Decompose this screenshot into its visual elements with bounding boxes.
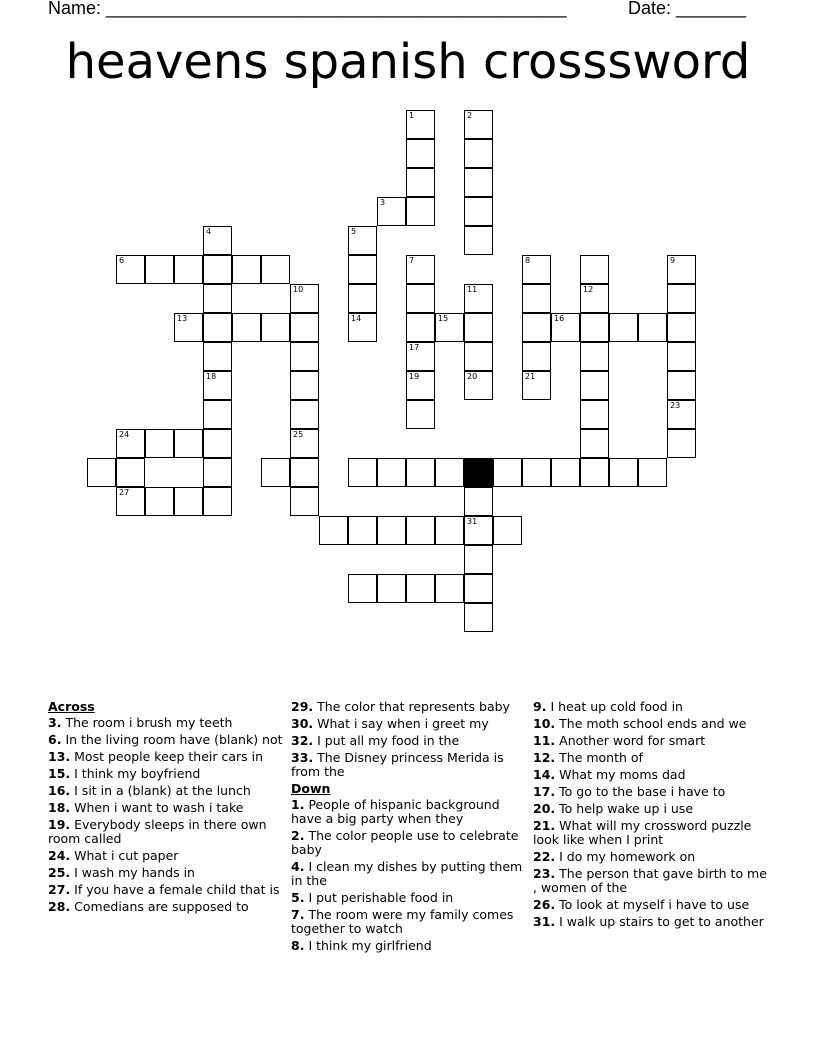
- clue-number: 26.: [533, 897, 556, 912]
- clue-number: 8.: [291, 938, 305, 953]
- grid-cell[interactable]: [348, 313, 377, 342]
- grid-cell[interactable]: [203, 371, 232, 400]
- clue-number: 2.: [291, 828, 305, 843]
- clue-item: [48, 733, 283, 747]
- cell-number: 6: [119, 256, 125, 265]
- grid-cell[interactable]: [522, 313, 551, 342]
- grid-cell[interactable]: [667, 371, 696, 400]
- grid-cell[interactable]: [348, 574, 377, 603]
- grid-cell[interactable]: [203, 487, 232, 516]
- grid-cell[interactable]: [116, 429, 145, 458]
- clue-item: [533, 898, 768, 912]
- cell-number: 1: [409, 111, 415, 120]
- clue-item: [533, 734, 768, 748]
- grid-cell[interactable]: [116, 487, 145, 516]
- grid-cell[interactable]: [232, 313, 261, 342]
- grid-cell[interactable]: [174, 255, 203, 284]
- grid-cell[interactable]: [290, 284, 319, 313]
- across-heading: Across: [48, 699, 95, 714]
- clue-text: What i say when i greet my: [317, 716, 489, 731]
- cell-number: 11: [467, 285, 478, 294]
- grid-cell[interactable]: [464, 168, 493, 197]
- grid-cell[interactable]: [638, 313, 667, 342]
- grid-cell[interactable]: [406, 110, 435, 139]
- grid-cell[interactable]: [580, 313, 609, 342]
- grid-cell[interactable]: [493, 458, 522, 487]
- grid-cell[interactable]: [667, 342, 696, 371]
- grid-cell[interactable]: [464, 226, 493, 255]
- grid-cell[interactable]: [377, 458, 406, 487]
- grid-cell[interactable]: [406, 516, 435, 545]
- down-heading: Down: [291, 781, 331, 796]
- clue-text: When i want to wash i take: [74, 800, 244, 815]
- grid-cell[interactable]: [580, 371, 609, 400]
- grid-cell[interactable]: [145, 255, 174, 284]
- cell-number: 5: [351, 227, 357, 236]
- grid-cell[interactable]: [203, 458, 232, 487]
- cell-number: 23: [670, 401, 681, 410]
- clue-number: 29.: [291, 699, 314, 714]
- grid-cell[interactable]: [406, 139, 435, 168]
- grid-cell[interactable]: [406, 255, 435, 284]
- clue-item: [533, 700, 768, 714]
- grid-cell[interactable]: [406, 313, 435, 342]
- clue-item: [48, 784, 283, 798]
- clue-text: I put perishable food in: [308, 890, 454, 905]
- grid-cell[interactable]: [203, 226, 232, 255]
- clue-text: In the living room have (blank) not: [65, 732, 283, 747]
- cell-number: 10: [293, 285, 304, 294]
- grid-cell[interactable]: [522, 458, 551, 487]
- grid-cell[interactable]: [464, 342, 493, 371]
- grid-cell[interactable]: [609, 313, 638, 342]
- cell-number: 16: [554, 314, 565, 323]
- grid-cell[interactable]: [348, 255, 377, 284]
- clue-item: [533, 802, 768, 816]
- clue-text: People of hispanic background have a big party when they: [291, 797, 500, 826]
- grid-cell[interactable]: [406, 342, 435, 371]
- clue-text: To look at myself i have to use: [559, 897, 750, 912]
- grid-cell[interactable]: [551, 313, 580, 342]
- grid-cell[interactable]: [406, 284, 435, 313]
- grid-cell[interactable]: [203, 284, 232, 313]
- cell-number: 9: [670, 256, 676, 265]
- grid-block: [464, 458, 493, 487]
- grid-cell[interactable]: [609, 458, 638, 487]
- clue-item: [48, 750, 283, 764]
- grid-cell[interactable]: [406, 458, 435, 487]
- grid-cell[interactable]: [348, 516, 377, 545]
- clue-text: I put all my food in the: [317, 733, 460, 748]
- clue-number: 11.: [533, 733, 556, 748]
- clue-item: [291, 908, 526, 936]
- grid-cell[interactable]: [145, 429, 174, 458]
- grid-cell[interactable]: [348, 226, 377, 255]
- grid-cell[interactable]: [580, 400, 609, 429]
- clue-number: 25.: [48, 865, 71, 880]
- grid-cell[interactable]: [464, 371, 493, 400]
- grid-cell[interactable]: [522, 342, 551, 371]
- clue-number: 10.: [533, 716, 556, 731]
- clue-item: [291, 700, 526, 714]
- clue-text: Most people keep their cars in: [74, 749, 264, 764]
- clue-item: [291, 798, 526, 826]
- clue-number: 1.: [291, 797, 305, 812]
- grid-cell[interactable]: [203, 429, 232, 458]
- clue-item: [48, 866, 283, 880]
- clue-text: To go to the base i have to: [559, 784, 726, 799]
- grid-cell[interactable]: [203, 255, 232, 284]
- cell-number: 20: [467, 372, 478, 381]
- grid-cell[interactable]: [203, 313, 232, 342]
- cell-number: 12: [583, 285, 594, 294]
- clue-number: 20.: [533, 801, 556, 816]
- clue-number: 4.: [291, 859, 305, 874]
- grid-cell[interactable]: [464, 197, 493, 226]
- grid-cell[interactable]: [203, 342, 232, 371]
- cell-number: 31: [467, 517, 478, 526]
- clue-text: The moth school ends and we: [559, 716, 747, 731]
- cell-number: 24: [119, 430, 130, 439]
- clue-text: The month of: [559, 750, 643, 765]
- clue-text: I wash my hands in: [74, 865, 195, 880]
- grid-cell[interactable]: [464, 603, 493, 632]
- clues-column-3: [533, 700, 768, 932]
- grid-cell[interactable]: [580, 255, 609, 284]
- clue-number: 32.: [291, 733, 314, 748]
- grid-cell[interactable]: [551, 458, 580, 487]
- clue-number: 24.: [48, 848, 71, 863]
- cell-number: 2: [467, 111, 473, 120]
- grid-cell[interactable]: [464, 313, 493, 342]
- grid-cell[interactable]: [377, 574, 406, 603]
- clue-item: [291, 829, 526, 857]
- cell-number: 13: [177, 314, 188, 323]
- clue-number: 3.: [48, 715, 62, 730]
- grid-cell[interactable]: [464, 284, 493, 313]
- grid-cell[interactable]: [667, 255, 696, 284]
- grid-cell[interactable]: [87, 458, 116, 487]
- grid-cell[interactable]: [290, 458, 319, 487]
- clue-item: [291, 860, 526, 888]
- grid-cell[interactable]: [290, 371, 319, 400]
- grid-cell[interactable]: [406, 197, 435, 226]
- grid-cell[interactable]: [464, 110, 493, 139]
- clue-item: [291, 717, 526, 731]
- clue-text: I heat up cold food in: [550, 699, 683, 714]
- clue-number: 14.: [533, 767, 556, 782]
- grid-cell[interactable]: [580, 429, 609, 458]
- grid-cell[interactable]: [464, 487, 493, 516]
- grid-cell[interactable]: [174, 429, 203, 458]
- clue-text: To help wake up i use: [559, 801, 694, 816]
- clue-text: I think my boyfriend: [74, 766, 201, 781]
- clue-number: 23.: [533, 866, 556, 881]
- clue-number: 22.: [533, 849, 556, 864]
- grid-cell[interactable]: [290, 342, 319, 371]
- grid-cell[interactable]: [290, 487, 319, 516]
- clue-number: 31.: [533, 914, 556, 929]
- clue-text: The room i brush my teeth: [65, 715, 233, 730]
- grid-cell[interactable]: [464, 139, 493, 168]
- grid-cell[interactable]: [174, 487, 203, 516]
- clue-text: I clean my dishes by putting them in the: [291, 859, 523, 888]
- grid-cell[interactable]: [580, 458, 609, 487]
- clue-number: 33.: [291, 750, 314, 765]
- grid-cell[interactable]: [435, 458, 464, 487]
- grid-cell[interactable]: [377, 516, 406, 545]
- clue-text: The person that gave birth to me , women of the: [533, 866, 767, 895]
- grid-cell[interactable]: [145, 487, 174, 516]
- clue-text: Comedians are supposed to: [74, 899, 249, 914]
- clue-number: 19.: [48, 817, 71, 832]
- clue-number: 17.: [533, 784, 556, 799]
- clue-text: I think my girlfriend: [308, 938, 432, 953]
- clue-text: I walk up stairs to get to another: [559, 914, 764, 929]
- clue-number: 13.: [48, 749, 71, 764]
- clue-text: What will my crossword puzzle look like when I print: [533, 818, 752, 847]
- grid-cell[interactable]: [116, 458, 145, 487]
- clue-text: If you have a female child that is: [74, 882, 280, 897]
- cell-number: 15: [438, 314, 449, 323]
- grid-cell[interactable]: [667, 284, 696, 313]
- clue-item: [291, 891, 526, 905]
- grid-cell[interactable]: [435, 313, 464, 342]
- grid-cell[interactable]: [493, 516, 522, 545]
- clue-item: [533, 867, 768, 895]
- grid-cell[interactable]: [667, 400, 696, 429]
- grid-cell[interactable]: [522, 255, 551, 284]
- cell-number: 7: [409, 256, 415, 265]
- grid-cell[interactable]: [435, 516, 464, 545]
- grid-cell[interactable]: [406, 400, 435, 429]
- grid-cell[interactable]: [464, 545, 493, 574]
- clue-number: 28.: [48, 899, 71, 914]
- grid-cell[interactable]: [667, 313, 696, 342]
- cell-number: 3: [380, 198, 386, 207]
- clue-item: [533, 751, 768, 765]
- clue-text: The color people use to celebrate baby: [291, 828, 519, 857]
- grid-cell[interactable]: [464, 574, 493, 603]
- grid-cell[interactable]: [464, 516, 493, 545]
- clue-text: What my moms dad: [559, 767, 686, 782]
- cell-number: 21: [525, 372, 536, 381]
- grid-cell[interactable]: [580, 284, 609, 313]
- cell-number: 27: [119, 488, 130, 497]
- clue-item: [48, 818, 283, 846]
- clue-item: [291, 751, 526, 779]
- grid-cell[interactable]: [667, 429, 696, 458]
- cell-number: 17: [409, 343, 420, 352]
- clue-item: [48, 883, 283, 897]
- clue-text: Another word for smart: [559, 733, 706, 748]
- grid-cell[interactable]: [435, 574, 464, 603]
- grid-cell[interactable]: [406, 168, 435, 197]
- clue-text: The color that represents baby: [317, 699, 510, 714]
- clue-number: 9.: [533, 699, 547, 714]
- cell-number: 8: [525, 256, 531, 265]
- clue-number: 27.: [48, 882, 71, 897]
- clue-item: [533, 915, 768, 929]
- clue-number: 16.: [48, 783, 71, 798]
- grid-cell[interactable]: [261, 313, 290, 342]
- grid-cell[interactable]: [406, 371, 435, 400]
- clue-item: [48, 716, 283, 730]
- clue-item: [533, 717, 768, 731]
- cell-number: 26: [467, 459, 478, 468]
- clue-number: 15.: [48, 766, 71, 781]
- clue-item: [48, 767, 283, 781]
- clue-number: 21.: [533, 818, 556, 833]
- clue-text: What i cut paper: [74, 848, 179, 863]
- grid-cell[interactable]: [116, 255, 145, 284]
- grid-cell[interactable]: [348, 458, 377, 487]
- clue-text: The room were my family comes together to watch: [291, 907, 514, 936]
- clue-item: [48, 801, 283, 815]
- grid-cell[interactable]: [290, 429, 319, 458]
- clue-number: 7.: [291, 907, 305, 922]
- cell-number: 19: [409, 372, 420, 381]
- clue-item: [291, 734, 526, 748]
- grid-cell[interactable]: [377, 197, 406, 226]
- clue-number: 5.: [291, 890, 305, 905]
- clue-number: 30.: [291, 716, 314, 731]
- grid-cell[interactable]: [290, 313, 319, 342]
- clue-text: Everybody sleeps in there own room called: [48, 817, 267, 846]
- grid-cell[interactable]: [174, 313, 203, 342]
- cell-number: 4: [206, 227, 212, 236]
- clues-column-2: [291, 700, 526, 956]
- grid-cell[interactable]: [232, 255, 261, 284]
- grid-cell[interactable]: [261, 458, 290, 487]
- grid-cell[interactable]: [580, 342, 609, 371]
- clue-text: I do my homework on: [559, 849, 696, 864]
- grid-cell[interactable]: [406, 574, 435, 603]
- grid-cell[interactable]: [638, 458, 667, 487]
- cell-number: 25: [293, 430, 304, 439]
- clue-number: 12.: [533, 750, 556, 765]
- clue-item: [291, 939, 526, 953]
- grid-cell[interactable]: [290, 400, 319, 429]
- grid-cell[interactable]: [522, 284, 551, 313]
- clue-text: I sit in a (blank) at the lunch: [74, 783, 251, 798]
- grid-cell[interactable]: [348, 284, 377, 313]
- grid-cell[interactable]: [522, 371, 551, 400]
- clue-item: [533, 785, 768, 799]
- clue-item: [48, 849, 283, 863]
- cell-number: 18: [206, 372, 217, 381]
- clue-item: [48, 900, 283, 914]
- clues-column-1: [48, 700, 283, 917]
- grid-cell[interactable]: [319, 516, 348, 545]
- name-field-label: Name: ______________________________________________: [48, 0, 567, 18]
- grid-cell[interactable]: [203, 400, 232, 429]
- clue-item: [533, 819, 768, 847]
- date-field-label: Date: _______: [628, 0, 747, 18]
- grid-cell[interactable]: [261, 255, 290, 284]
- clue-text: The Disney princess Merida is from the: [291, 750, 504, 779]
- clue-item: [533, 768, 768, 782]
- clue-number: 18.: [48, 800, 71, 815]
- cell-number: 14: [351, 314, 362, 323]
- clue-number: 6.: [48, 732, 62, 747]
- clue-item: [533, 850, 768, 864]
- page-title: heavens spanish crosssword: [65, 34, 751, 90]
